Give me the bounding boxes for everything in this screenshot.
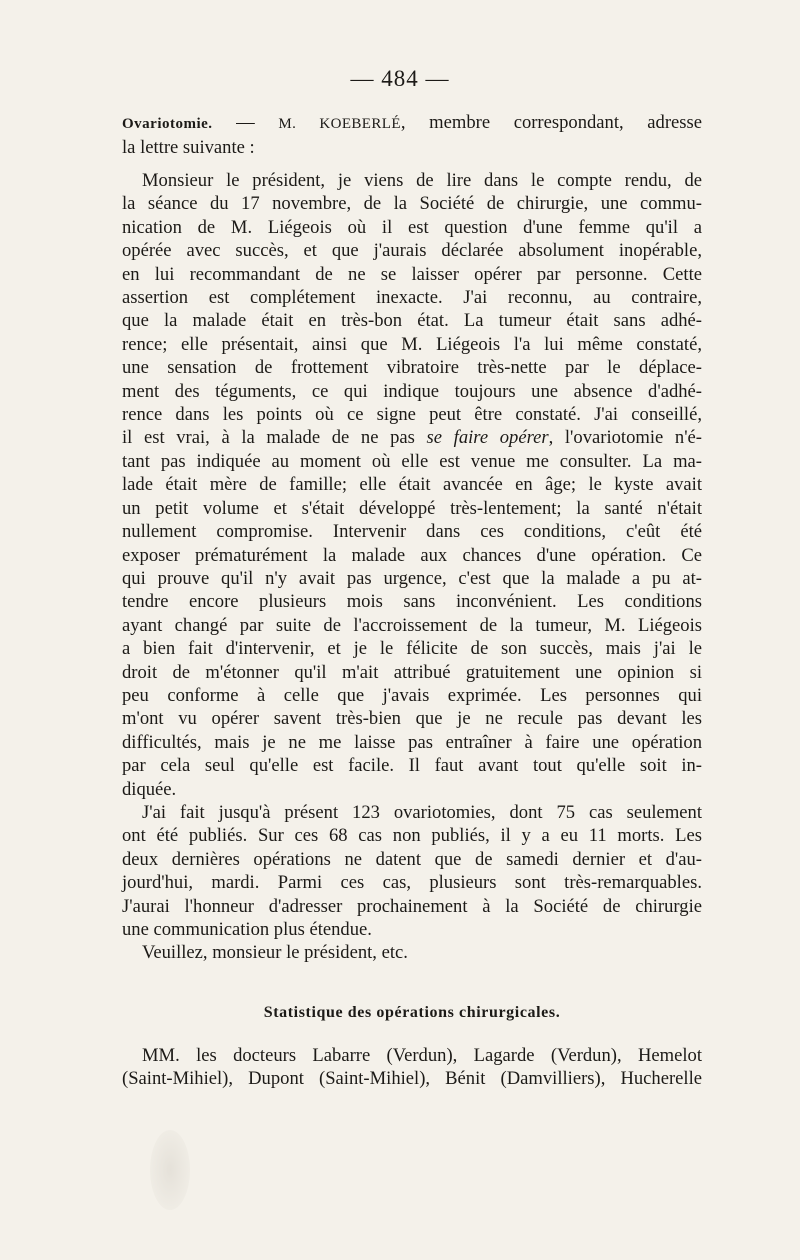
letter-line: opérée avec succès, et que j'aurais déclarée absolument inopérable, [122,240,702,262]
page-number: — 484 — [350,66,450,91]
letter-line: rence; elle présentait, ainsi que M. Liégeois l'a lui même constaté, [122,333,702,355]
letter-line: a bien fait d'intervenir, et je le félicite de son succès, mais j'ai le [122,638,702,660]
letter-line: la séance du 17 novembre, de la Société de chirurgie, une commu- [122,193,702,215]
letter-line: ayant changé par suite de l'accroissement de la tumeur, M. Liégeois [122,614,702,636]
letter-line: en lui recommandant de ne se laisser opérer par personne. Cette [122,263,702,285]
statistics-line: (Saint-Mihiel), Dupont (Saint-Mihiel), Bénit (Damvilliers), Hucherelle [122,1068,702,1090]
letter-line: qui prouve qu'il n'y avait pas urgence, c'est que la malade a pu at- [122,567,702,589]
letter-line: J'ai fait jusqu'à présent 123 ovariotomies, dont 75 cas seulement [142,801,702,823]
intro-line-2: la lettre suivante : [122,137,255,159]
letter-line: jourd'hui, mardi. Parmi ces cas, plusieurs sont très-remarquables. [122,872,702,894]
statistics-paragraph [122,1044,702,1091]
intro-paragraph [122,111,702,160]
letter-closing: Veuillez, monsieur le président, etc. [142,942,408,964]
italic-phrase: se faire opérer [426,427,549,449]
letter-line: nullement compromise. Intervenir dans ces conditions, c'eût été [122,521,702,543]
letter-line: difficultés, mais je ne me laisse pas entraîner à faire une opération [122,731,702,753]
title-dash: — [212,112,279,133]
letter-line: Monsieur le président, je viens de lire dans le compte rendu, de [142,170,702,191]
letter-line: exposer prématurément la malade aux chances d'une opération. Ce [122,544,702,566]
letter-line: un petit volume et s'était développé très-lentement; la santé n'était [122,497,702,519]
letter-line: droit de m'étonner qu'il m'ait attribué gratuitement une opinion si [122,661,702,683]
line-12-after: , l'ovariotomie n'é- [548,427,702,449]
line-12-before: il est vrai, à la malade de ne pas [122,427,427,449]
author-name: KOEBERLÉ [319,116,401,132]
letter-line: ont été publiés. Sur ces 68 cas non publiés, il y a eu 11 morts. Les [122,825,702,847]
intro-line-1 [122,111,702,136]
statistics-line: MM. les docteurs Labarre (Verdun), Lagarde (Verdun), Hemelot [142,1045,702,1066]
letter-body [122,169,702,965]
letter-line: J'aurai l'honneur d'adresser prochainement à la Société de chirurgie [122,895,702,917]
letter-line: deux dernières opérations ne datent que de samedi dernier et d'au- [122,848,702,870]
letter-line: tendre encore plusieurs mois sans inconvénient. Les conditions [122,591,702,613]
letter-line: m'ont vu opérer savent très-bien que je ne recule pas devant les [122,708,702,730]
letter-line: assertion est complétement inexacte. J'ai reconnu, au contraire, [122,287,702,309]
letter-line: lade était mère de famille; elle était avancée en âge; le kyste avait [122,474,702,496]
intro-line-1-rest: , membre correspondant, adresse [400,112,702,133]
letter-line: ment des téguments, ce qui indique toujours une absence d'adhé- [122,380,702,402]
letter-line: une sensation de frottement vibratoire très-nette par le déplace- [122,357,702,379]
letter-line: nication de M. Liégeois où il est question d'une femme qu'il a [122,216,702,238]
article-title: Ovariotomie. [122,116,213,132]
letter-line: peu conforme à celle que j'avais exprimée. Les personnes qui [122,684,702,706]
author-prefix: M. [278,116,320,132]
section-title: Statistique des opérations chirurgicales. [263,1004,561,1021]
letter-line: tant pas indiquée au moment où elle est venue me consulter. La ma- [122,450,702,472]
letter-line: par cela seul qu'elle est facile. Il faut avant tout qu'elle soit in- [122,755,702,777]
letter-line: rence dans les points où ce signe peut être constaté. J'ai conseillé, [122,404,702,426]
letter-line: une communication plus étendue. [122,919,372,940]
letter-line-with-italic [122,426,702,449]
paper-smudge [150,1130,190,1210]
letter-line: diquée. [122,778,177,800]
letter-line: que la malade était en très-bon état. La tumeur était sans adhé- [122,310,702,332]
